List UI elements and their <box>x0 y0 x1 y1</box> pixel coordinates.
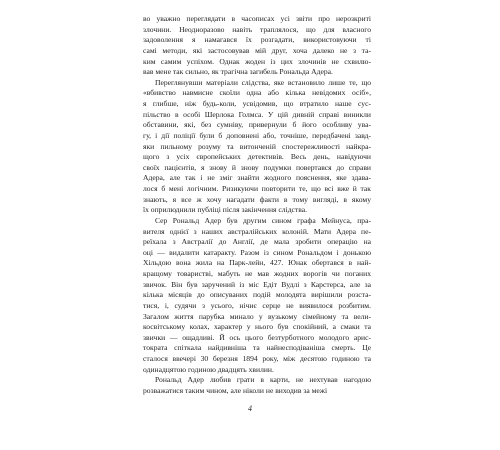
text-line: вав мене так сильно, як трагічна загибель Рональда Адера. <box>143 67 333 77</box>
text-line: я глибше, ніж будь-коли, усвідомив, що втратило наше сус- <box>143 99 371 108</box>
text-line: лося б мені логічним. Ризикуючи повторити те, що всі вже й так <box>143 184 371 193</box>
text-line: Хільдою вона жила на Парк-лейн, 427. Юнак обертався в най- <box>143 258 371 268</box>
text-line: тися, і, судячи з усього, нічиє серце не виявилося розбитим. <box>143 300 371 310</box>
body-text <box>143 14 371 397</box>
text-line: «вбивство навмисне скоїли одна або кілька невідомих осіб», <box>143 88 371 98</box>
text-line: гу, і дії поліції були б доповнені або, точніше, передбачені завд- <box>143 130 371 140</box>
text-line: щого з усіх європейських детективів. Весь день, навідуючи <box>143 152 371 162</box>
text-line: злочини. Неодноразово навіть траплялося, що для власного <box>143 24 371 34</box>
text-line: кращому товаристві, мабуть не мав жодних ворогів чи поганих <box>143 269 371 278</box>
text-line: кілька місяців до описуваних подій молодята вирішили розста- <box>143 290 371 300</box>
paragraph <box>143 78 371 216</box>
text-line: звички — ощадливі. Й ось цього безтурботного молодого арис- <box>143 332 371 342</box>
text-line: оці — видалити катаракту. Разом із сином Рональдом і донькою <box>143 247 371 257</box>
text-line: обставини, які, без сумніву, привернули б його особливу ува- <box>143 120 371 130</box>
text-line: самі методи, які застосовував мій друг, хоча далеко не з та- <box>143 45 371 55</box>
text-line: Загалом життя парубка минало у вузькому сімейному та вели- <box>143 311 371 321</box>
paragraph <box>143 216 371 375</box>
text-line: знають, я все ж хочу нагадати факти в тому вигляді, в якому <box>143 194 371 204</box>
paragraph <box>143 375 371 396</box>
text-line: во уважно переглядати в часописах усі звіти про нерозкриті <box>143 14 371 23</box>
paragraph <box>143 14 371 78</box>
page-number: 4 <box>248 404 252 413</box>
text-line: реїхала з Австралії до Англії, де мала зробити операцію на <box>143 237 371 247</box>
text-line: одинадцятою годиною двадцять хвилин. <box>143 364 274 374</box>
text-line: їх оприлюднили публіці після закінчення слідства. <box>143 205 307 215</box>
text-line: вителя однієї з наших австралійських колоній. Мати Адера пе- <box>143 226 371 236</box>
text-line: косвітському колах, характер у нього був спокійний, а смаки та <box>143 322 371 332</box>
text-line: тократа спіткала найдивніша та найнесподіваніша смерть. Це <box>143 343 371 353</box>
text-line: задоволення я намагався їх розгадати, використовуючи ті <box>143 35 371 45</box>
text-line: розважатися таким чином, але ніколи не виходив за межі <box>143 385 328 395</box>
text-line: звичок. Він був заручений із міс Едіт Вудлі з Карстерса, але за <box>143 279 371 289</box>
text-line: пільство в особі Шерлока Голмса. У цій дивній справі виникли <box>143 109 371 119</box>
text-line: Адера, але так і не зміг знайти жодного пояснення, яке здава- <box>143 173 371 183</box>
text-line: своїх пацієнтів, я знову й знову подумки повертався до справи <box>143 162 371 172</box>
text-line: Сер Рональд Адер був другим сином графа Мейнуса, пра- <box>155 215 371 225</box>
text-line: ким самим успіхом. Однак жоден із цих злочинів не схвилю- <box>143 56 371 66</box>
text-line: яки пильному розуму та витонченій спостережливості найкра- <box>143 141 371 151</box>
text-line: сталося ввечері 30 березня 1894 року, між десятою годиною та <box>143 354 371 363</box>
text-line: Рональд Адер любив грати в карти, не нехтував нагодою <box>155 375 371 385</box>
text-line: Переглянувши матеріали слідства, яке встановило лише те, що <box>155 77 371 87</box>
